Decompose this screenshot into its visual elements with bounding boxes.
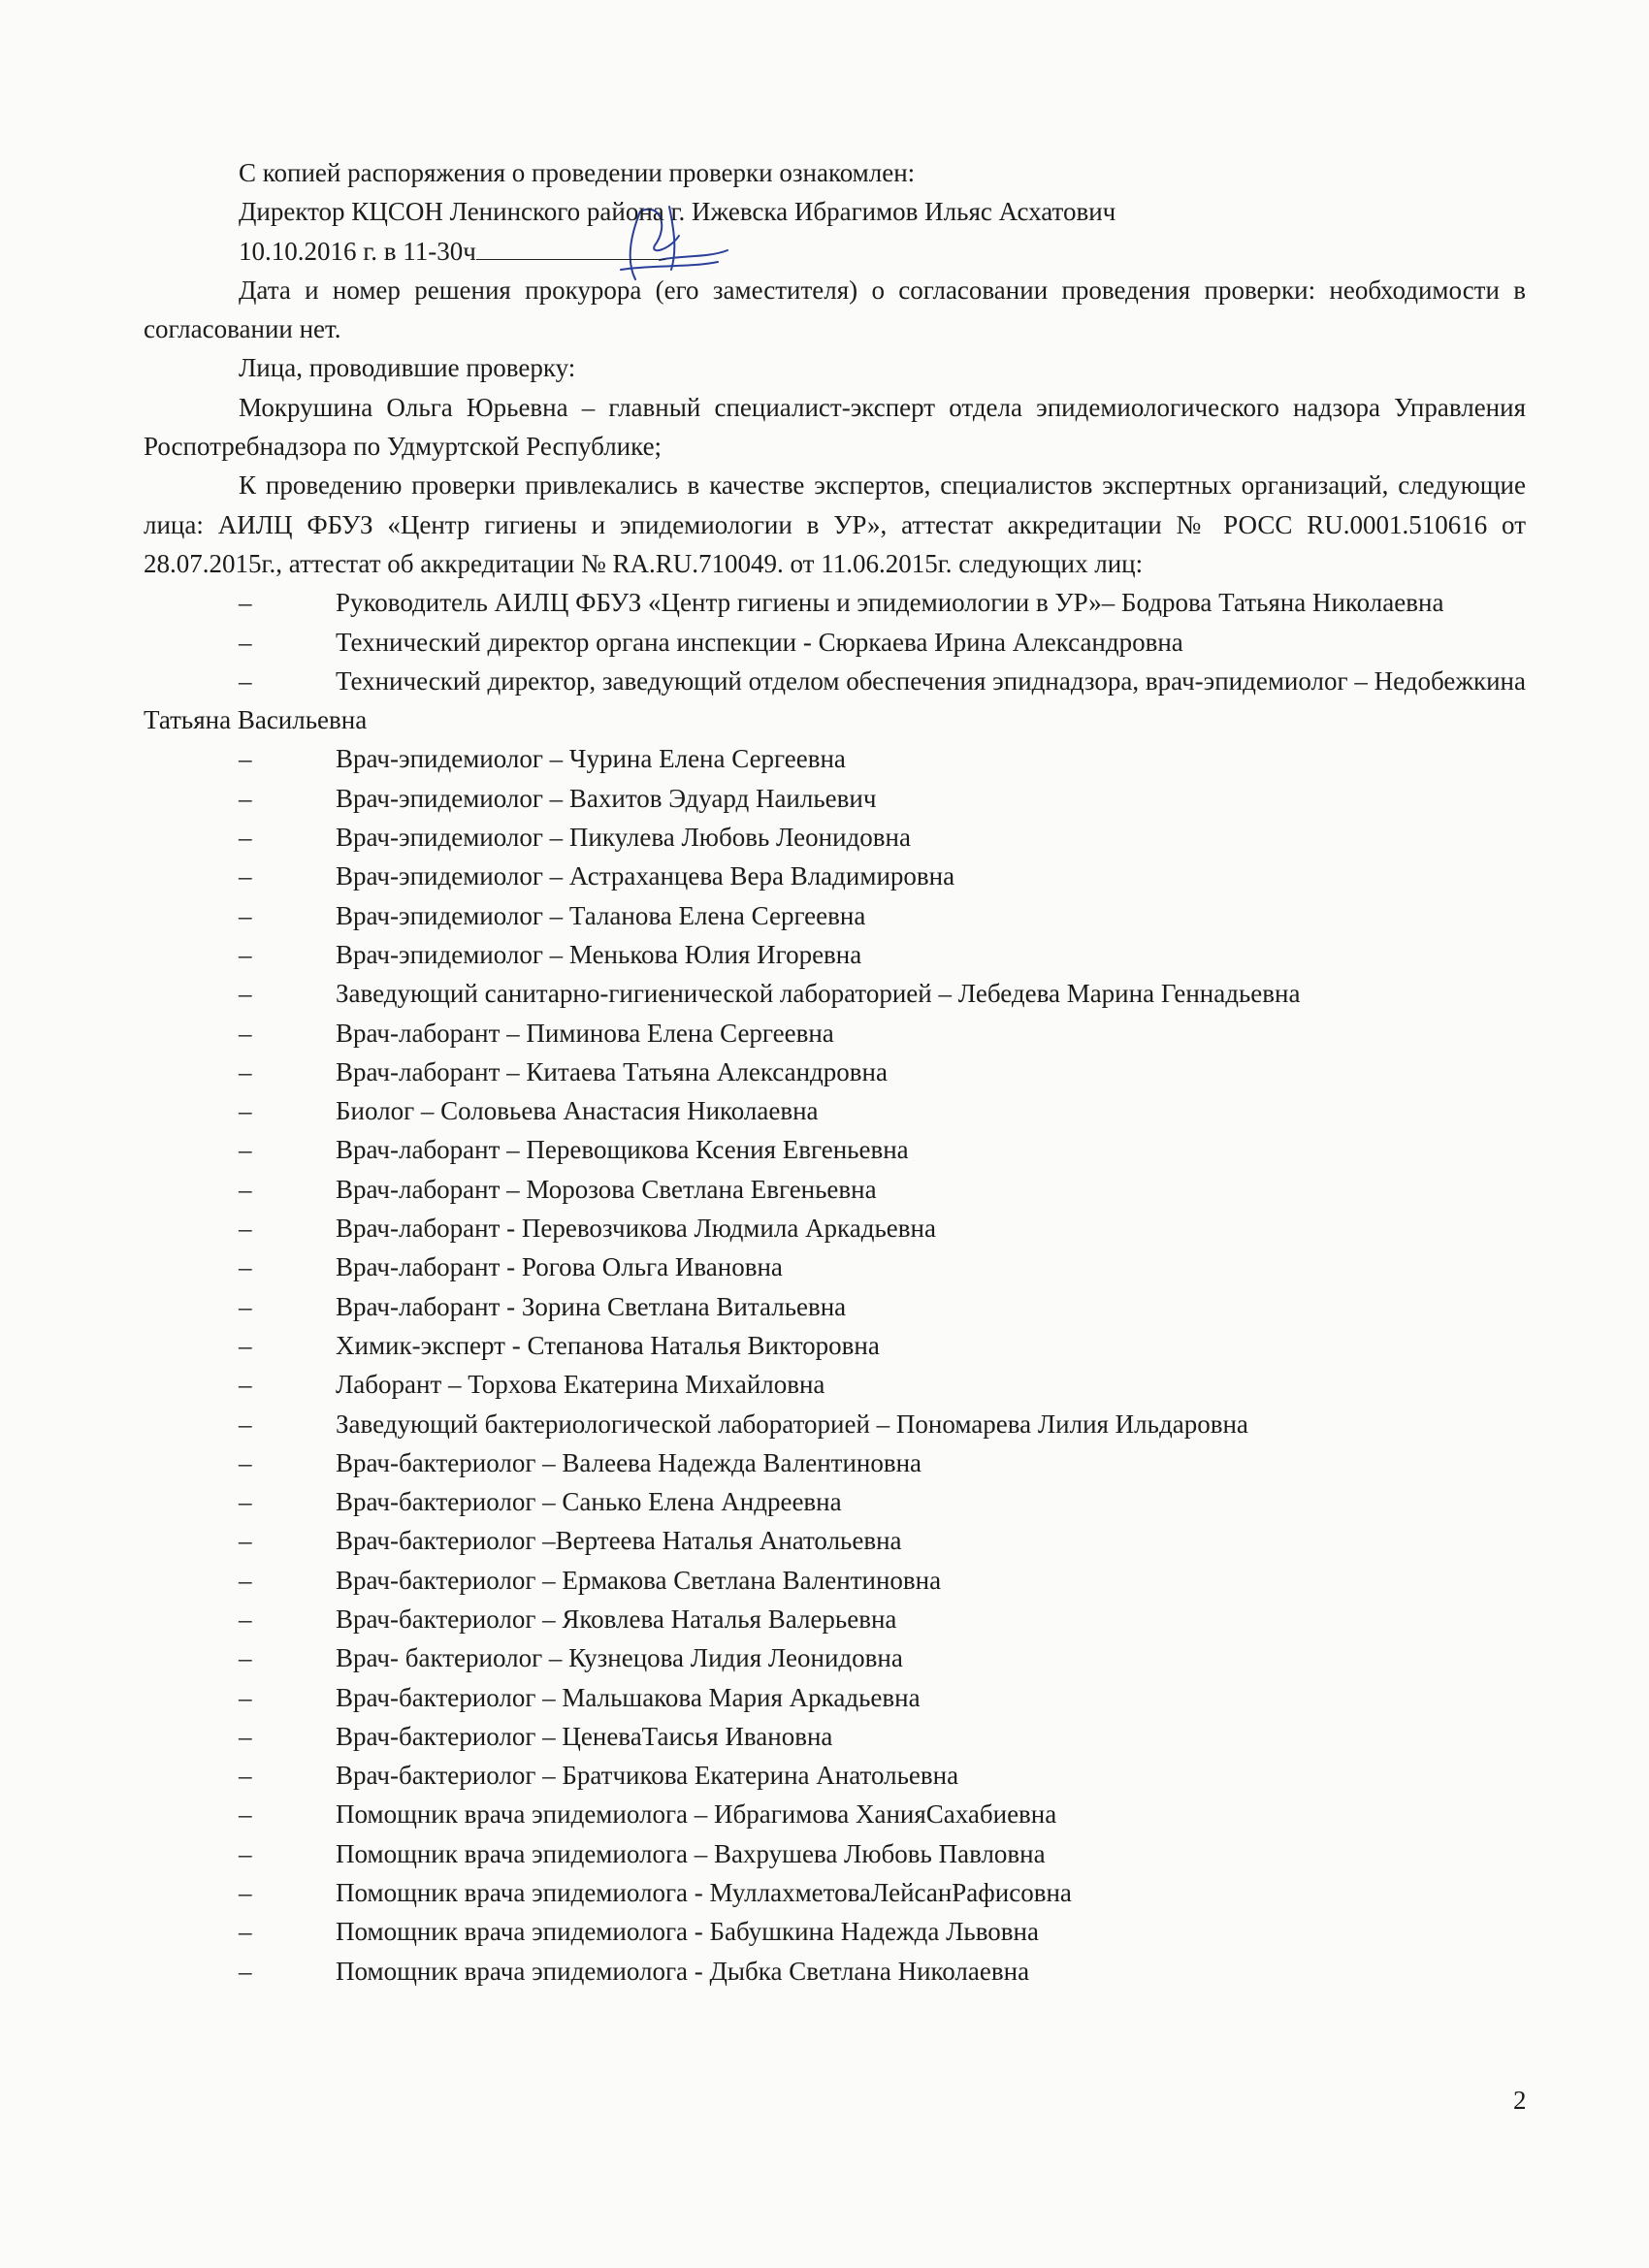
list-item-text: Врач-бактериолог – Ермакова Светлана Валентиновна bbox=[336, 1565, 942, 1595]
list-item-text: Врач-эпидемиолог – Пикулева Любовь Леонидовна bbox=[336, 823, 911, 853]
list-item-text: Врач-лаборант - Перевозчикова Людмила Аркадьевна bbox=[336, 1214, 936, 1244]
list-item-text: Химик-эксперт - Степанова Наталья Викторовна bbox=[336, 1330, 880, 1360]
list-item-text: Врач-лаборант – Пиминова Елена Сергеевна bbox=[336, 1018, 834, 1048]
list-dash: – bbox=[239, 1956, 252, 1986]
list-item bbox=[144, 1834, 1526, 1873]
list-item bbox=[144, 857, 1526, 895]
list-dash: – bbox=[239, 783, 252, 813]
document-body bbox=[144, 153, 1526, 1991]
list-item bbox=[144, 1170, 1526, 1209]
list-item bbox=[144, 623, 1526, 662]
list-dash: – bbox=[239, 1214, 252, 1244]
prosecutor-paragraph: Дата и номер решения прокурора (его заместителя) о согласовании проведения проверки: необходимости в согласовании нет. bbox=[144, 275, 1526, 344]
list-dash: – bbox=[239, 1370, 252, 1400]
list-item bbox=[144, 1717, 1526, 1756]
list-item bbox=[144, 1561, 1526, 1600]
list-item-text: Врач-лаборант – Морозова Светлана Евгеньевна bbox=[336, 1174, 877, 1204]
list-dash: – bbox=[239, 1018, 252, 1048]
list-dash: – bbox=[239, 1878, 252, 1908]
list-item-text: Заведующий санитарно-гигиенической лабораторией – Лебедева Марина Геннадьевна bbox=[336, 979, 1301, 1009]
signature-blank bbox=[476, 238, 665, 260]
list-item bbox=[144, 1482, 1526, 1521]
list-item bbox=[144, 1638, 1526, 1677]
list-item-text: Помощник врача эпидемиолога - Дыбка Светлана Николаевна bbox=[336, 1956, 1030, 1986]
list-item-text: Врач- бактериолог – Кузнецова Лидия Леонидовна bbox=[336, 1643, 903, 1673]
list-item-text: Врач-бактериолог – ЦеневаТаисья Ивановна bbox=[336, 1721, 833, 1751]
list-dash: – bbox=[239, 1409, 252, 1439]
inspectors-heading: Лица, проводившие проверку: bbox=[239, 353, 576, 383]
acknowledgement-line: С копией распоряжения о проведении проверки ознакомлен: bbox=[239, 158, 916, 187]
list-item-text: Заведующий бактериологической лабораторией – Пономарева Лилия Ильдаровна bbox=[336, 1409, 1248, 1439]
list-item-text: Лаборант – Торхова Екатерина Михайловна bbox=[336, 1370, 825, 1400]
list-item bbox=[144, 1405, 1526, 1443]
list-item-text: Врач-эпидемиолог – Чурина Елена Сергеевна bbox=[336, 744, 846, 774]
list-item bbox=[144, 1209, 1526, 1247]
list-item bbox=[144, 583, 1526, 622]
list-item-text: Врач-бактериолог – Мальшакова Мария Аркадьевна bbox=[336, 1682, 921, 1712]
list-item bbox=[144, 1365, 1526, 1404]
list-item bbox=[144, 1287, 1526, 1326]
list-item-text: Врач-бактериолог – Санько Елена Андреевна bbox=[336, 1487, 842, 1517]
list-item bbox=[144, 1952, 1526, 1991]
list-dash: – bbox=[239, 1447, 252, 1477]
list-dash: – bbox=[239, 588, 252, 618]
list-item bbox=[144, 818, 1526, 857]
list-dash: – bbox=[239, 1252, 252, 1282]
list-item-text: Помощник врача эпидемиолога - МуллахметоваЛейсанРафисовна bbox=[336, 1878, 1072, 1908]
list-item-text: Врач-бактериолог – Яковлева Наталья Валерьевна bbox=[336, 1604, 897, 1634]
list-item bbox=[144, 1521, 1526, 1560]
page-number: 2 bbox=[1513, 2086, 1527, 2115]
list-dash: – bbox=[239, 1604, 252, 1634]
list-dash: – bbox=[239, 1682, 252, 1712]
experts-intro-paragraph: К проведению проверки привлекались в качестве экспертов, специалистов экспертных организаций, следующие лица: АИЛЦ ФБУЗ «Центр гигиены и эпидемиологии в УР», аттестат аккредитации № РОСС RU.0001.510616 от 28.07.2015г., аттестат об аккредитации № RA.RU.710049. от 11.06.2015г. следующих лиц: bbox=[144, 470, 1526, 578]
list-item bbox=[144, 1326, 1526, 1365]
list-dash: – bbox=[239, 1526, 252, 1556]
list-dash: – bbox=[239, 1565, 252, 1595]
list-item bbox=[144, 1053, 1526, 1091]
list-dash: – bbox=[239, 823, 252, 853]
list-item-text: Врач-лаборант - Зорина Светлана Витальевна bbox=[336, 1291, 847, 1321]
list-item bbox=[144, 1678, 1526, 1717]
list-item bbox=[144, 1795, 1526, 1833]
list-item-text: Врач-лаборант - Рогова Ольга Ивановна bbox=[336, 1252, 783, 1282]
inspector-paragraph: Мокрушина Ольга Юрьевна – главный специалист-эксперт отдела эпидемиологического надзора Управления Роспотребнадзора по Удмуртской Республике; bbox=[144, 392, 1526, 462]
list-item-text: Врач-эпидемиолог – Вахитов Эдуард Наильевич bbox=[336, 783, 877, 813]
list-item-text: Технический директор органа инспекции - Сюркаева Ирина Александровна bbox=[336, 627, 1183, 657]
list-item-text: Врач-бактериолог – Валеева Надежда Валентиновна bbox=[336, 1447, 922, 1477]
list-dash: – bbox=[239, 900, 252, 930]
list-item-text: Врач-эпидемиолог – Таланова Елена Сергеевна bbox=[336, 900, 866, 930]
date-line: 10.10.2016 г. в 11-30ч bbox=[144, 232, 1526, 271]
list-dash: – bbox=[239, 1643, 252, 1673]
list-item-text: Врач-эпидемиолог – Астраханцева Вера Владимировна bbox=[336, 861, 955, 891]
list-dash: – bbox=[239, 1761, 252, 1791]
list-item bbox=[144, 1014, 1526, 1053]
list-item-text: Врач-бактериолог – Братчикова Екатерина Анатольевна bbox=[336, 1761, 959, 1791]
list-item bbox=[144, 1912, 1526, 1951]
list-dash: – bbox=[239, 939, 252, 969]
list-item bbox=[144, 1247, 1526, 1286]
list-item bbox=[144, 779, 1526, 818]
list-dash: – bbox=[239, 1096, 252, 1126]
list-item-text: Биолог – Соловьева Анастасия Николаевна bbox=[336, 1096, 819, 1126]
list-item-text: Врач-эпидемиолог – Менькова Юлия Игоревна bbox=[336, 939, 862, 969]
list-dash: – bbox=[239, 979, 252, 1009]
list-item bbox=[144, 974, 1526, 1013]
list-dash: – bbox=[239, 1799, 252, 1830]
list-item-text: Врач-лаборант – Китаева Татьяна Александровна bbox=[336, 1056, 888, 1086]
list-dash: – bbox=[239, 627, 252, 657]
list-item bbox=[144, 1756, 1526, 1795]
experts-list bbox=[144, 583, 1526, 1991]
list-dash: – bbox=[239, 744, 252, 774]
list-dash: – bbox=[239, 665, 252, 696]
list-item bbox=[144, 1130, 1526, 1169]
list-item bbox=[144, 896, 1526, 935]
list-dash: – bbox=[239, 1135, 252, 1165]
list-dash: – bbox=[239, 1838, 252, 1868]
list-item bbox=[144, 739, 1526, 778]
list-dash: – bbox=[239, 1487, 252, 1517]
list-item bbox=[144, 1873, 1526, 1912]
list-item bbox=[144, 1600, 1526, 1638]
list-dash: – bbox=[239, 861, 252, 891]
list-item-text: Помощник врача эпидемиолога – Вахрушева Любовь Павловна bbox=[336, 1838, 1046, 1868]
list-item-text: Врач-лаборант – Перевощикова Ксения Евгеньевна bbox=[336, 1135, 909, 1165]
list-item bbox=[144, 1443, 1526, 1482]
list-dash: – bbox=[239, 1174, 252, 1204]
list-item bbox=[144, 935, 1526, 974]
list-dash: – bbox=[239, 1721, 252, 1751]
list-item-text: Руководитель АИЛЦ ФБУЗ «Центр гигиены и эпидемиологии в УР»– Бодрова Татьяна Николаевна bbox=[336, 588, 1444, 618]
list-item bbox=[144, 1091, 1526, 1130]
list-dash: – bbox=[239, 1056, 252, 1086]
list-item-text: Врач-бактериолог –Вертеева Наталья Анатольевна bbox=[336, 1526, 902, 1556]
list-item bbox=[144, 662, 1526, 740]
list-item-text: Технический директор, заведующий отделом обеспечения эпиднадзора, врач-эпидемиолог – Недобежкина Татьяна Васильевна bbox=[144, 665, 1526, 735]
list-dash: – bbox=[239, 1330, 252, 1360]
director-line: Директор КЦСОН Ленинского района г. Ижевска Ибрагимов Ильяс Асхатович bbox=[239, 197, 1116, 227]
list-item-text: Помощник врача эпидемиолога - Бабушкина Надежда Львовна bbox=[336, 1917, 1039, 1947]
list-dash: – bbox=[239, 1291, 252, 1321]
list-dash: – bbox=[239, 1917, 252, 1947]
list-item-text: Помощник врача эпидемиолога – Ибрагимова ХанияСахабиевна bbox=[336, 1799, 1057, 1830]
